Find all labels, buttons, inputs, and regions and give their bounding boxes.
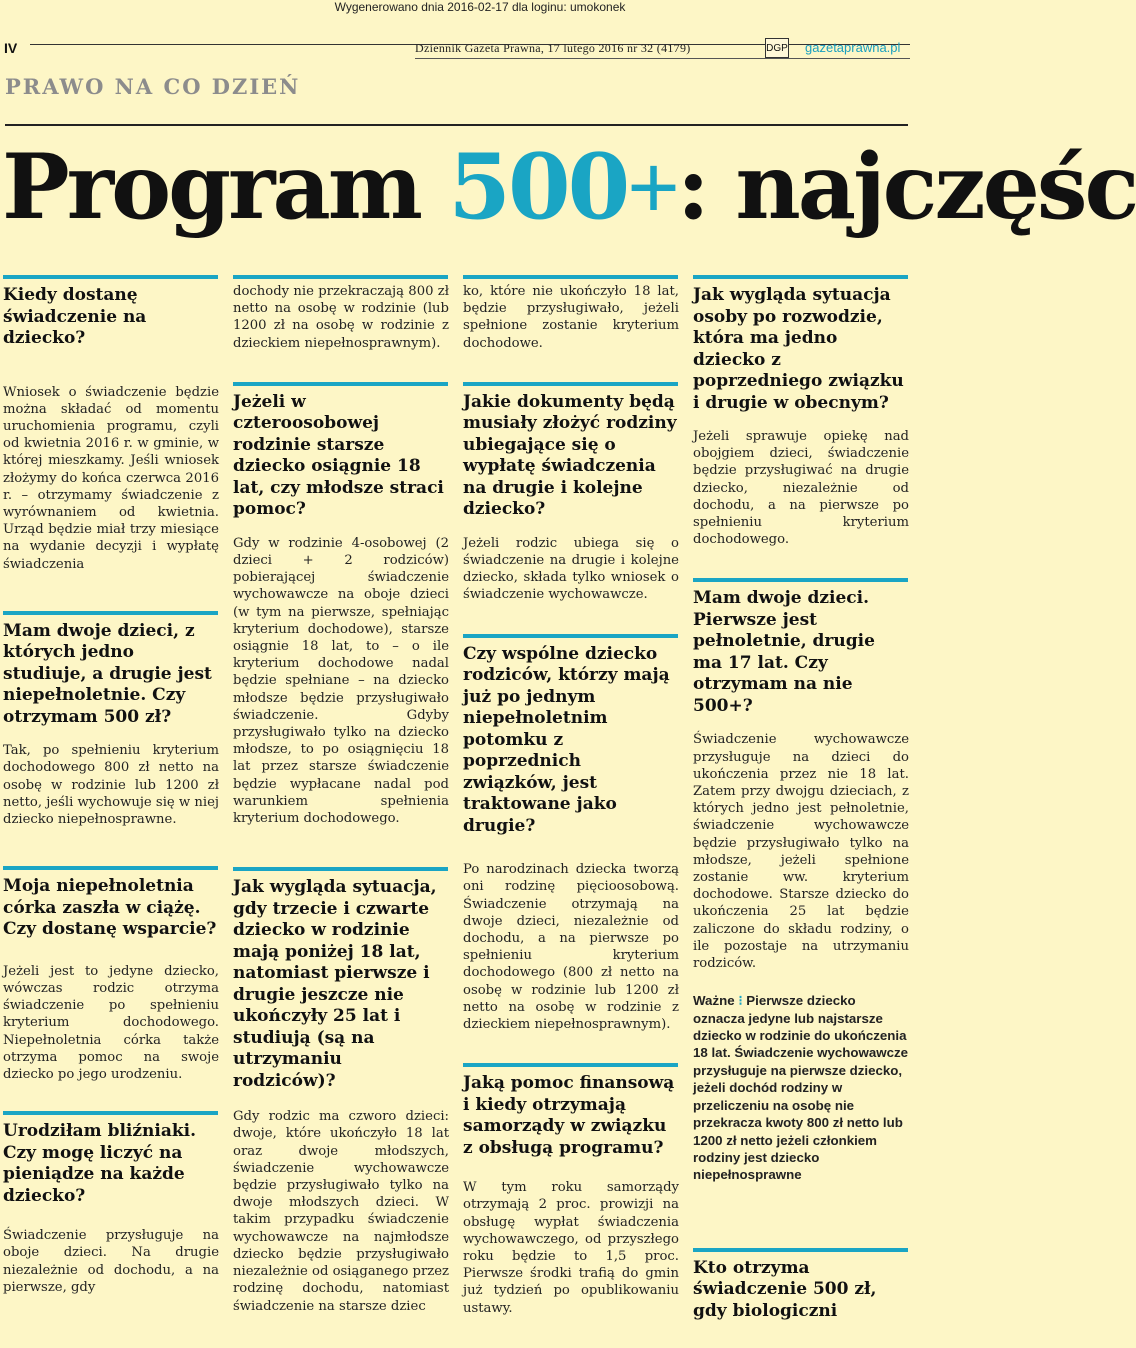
answer-text: Tak, po spełnieniu kryterium dochodowego 800 zł netto na osobę w rodzinie lub 1200 zł netto, jeśli wychowuje się w niej dziecko niepełnosprawne. bbox=[3, 743, 219, 828]
question-rule bbox=[233, 382, 448, 386]
question-rule bbox=[463, 382, 678, 386]
page-headline bbox=[2, 132, 1136, 243]
answer-text: Wniosek o świadczenie będzie można składać od momentu uruchomienia programu, czyli od kwietnia 2016 r. w gminie, w której mieszkamy. Jeśli wniosek złożymy do końca czerwca 2016 r. – otrzymamy świadczenie z wyrównaniem od kwietnia. Urząd będzie miał trzy miesiące na wydanie decyzji i wypłatę świadczenia bbox=[3, 384, 219, 572]
question-rule bbox=[233, 867, 448, 871]
column-4 bbox=[693, 275, 909, 1348]
question-heading: Urodziłam bliźniaki. Czy mogę liczyć na pieniądze na każde dziecko? bbox=[3, 1121, 197, 1206]
section-rule bbox=[5, 124, 908, 126]
answer-text: Jeżeli sprawuje opiekę nad obojgiem dzieci, świadczenie będzie przysługiwać na drugie dziecko, niezależnie od dochodu, a na pierwsze po spełnieniu kryterium dochodowego. bbox=[693, 429, 909, 548]
page-number: IV bbox=[4, 40, 18, 56]
dgp-logo: DGP bbox=[765, 38, 789, 58]
headline-part2: : najczęśc bbox=[676, 134, 1136, 240]
question-heading: Moja niepełnoletnia córka zaszła w ciążę. Czy dostanę wsparcie? bbox=[3, 876, 217, 940]
answer-continuation: dochody nie przekraczają 800 zł netto na osobę w rodzinie (lub 1200 zł na osobę w rodzinie z dzieckiem niepełnosprawnym). bbox=[233, 284, 449, 351]
answer-text: Świadczenie wychowawcze przysługuje na dzieci do ukończenia przez nie 18 lat. Zatem przy dwojgu dzieciach, z których jedno jest pełnoletnie, świadczenie wychowawcze będzie przysługiwało tylko na młodsze, jeżeli spełnione zostanie ww. kryterium dochodowe. Starsze dziecko do ukończenia 25 lat będzie zaliczone do składu rodziny, o ile pozostaje na utrzymaniu rodziców. bbox=[693, 732, 909, 972]
question-rule bbox=[3, 1111, 218, 1115]
question-rule bbox=[693, 275, 908, 279]
question-rule bbox=[693, 1248, 908, 1252]
answer-text: W tym roku samorządy otrzymają 2 proc. prowizji na obsługę wypłat świadczenia wychowawczego, od przyszłego roku będzie to 1,5 proc. Pierwsze środki trafią do gmin już tydzień po opublikowaniu ustawy. bbox=[463, 1180, 679, 1316]
answer-text: Jeżeli rodzic ubiega się o świadczenie na drugie i kolejne dziecko, składa tylko wniosek o świadczenie wychowawcze. bbox=[463, 535, 679, 603]
question-heading: Jaką pomoc finansową i kiedy otrzymają samorządy w związku z obsługą programu? bbox=[463, 1073, 675, 1158]
answer-text: Gdy rodzic ma czworo dzieci: dwoje, które ukończyło 18 lat oraz dwoje młodszych, świadczenie wychowawcze będzie przysługiwało tylko na dwoje młodszych dzieci. W takim przypadku świadczenie wychowawcze na najmłodsze dziecko będzie przysługiwało niezależnie od osiąganego przez rodzinę dochodu, natomiast świadczenie na starsze dziec bbox=[233, 1109, 449, 1314]
question-rule bbox=[463, 275, 678, 279]
column-1 bbox=[3, 275, 219, 1348]
note-text: Pierwsze dziecko oznacza jedyne lub najstarsze dziecko w rodzinie do ukończenia 18 lat. Świadczenie wychowawcze przysługuje na pierwsze dziecko, jeżeli dochód rodziny w przeliczeniu na osobę nie przekracza kwoty 800 zł netto lub 1200 zł netto jeżeli członkiem rodziny jest dziecko niepełnosprawne bbox=[693, 993, 909, 1183]
question-rule bbox=[3, 611, 218, 615]
question-heading: Kto otrzyma świadczenie 500 zł, gdy biologiczni bbox=[693, 1257, 877, 1321]
masthead: Dziennik Gazeta Prawna, 17 lutego 2016 nr 32 (4179) bbox=[415, 41, 691, 55]
answer-text: Gdy w rodzinie 4-osobowej (2 dzieci + 2 rodziców) pobierającej świadczenie wychowawcze na oboje dzieci (w tym na pierwsze, spełniając kryterium dochodowe), starsze osiągnie 18 lat, to – o ile kryterium dochodowe nadal będzie spełniane – na dziecko młodsze będzie przysługiwało świadczenie. Gdyby przysługiwało tylko na dziecko młodsze, to po osiągnięciu 18 lat przez starsze świadczenie będzie wypłacane nadal pod warunkiem spełnienia kryterium dochodowego. bbox=[233, 535, 449, 827]
question-heading: Mam dwoje dzieci, z których jedno studiuje, a drugie jest niepełnoletnie. Czy otrzymam 500 zł? bbox=[3, 620, 212, 727]
headline-accent-number: 500 bbox=[448, 134, 628, 240]
headline-accent-plus: + bbox=[627, 138, 677, 238]
question-rule bbox=[463, 1063, 678, 1067]
question-rule bbox=[463, 634, 678, 638]
note-marker-icon: ⁝ bbox=[738, 993, 743, 1009]
question-heading: Czy wspólne dziecko rodziców, którzy mają już po jednym niepełnoletnim potomku z poprzednich związków, jest traktowane jako drugie? bbox=[463, 643, 670, 836]
question-heading: Jeżeli w czteroosobowej rodzinie starsze dziecko osiągnie 18 lat, czy młodsze straci pomoc? bbox=[233, 391, 444, 520]
question-heading: Jak wygląda sytuacja, gdy trzecie i czwarte dziecko w rodzinie mają poniżej 18 lat, natomiast pierwsze i drugie jeszcze nie ukończyły 25 lat i studiują (są na utrzymaniu rodziców)? bbox=[233, 877, 437, 1091]
column-2 bbox=[233, 275, 449, 1348]
answer-text: Jeżeli jest to jedyne dziecko, wówczas rodzic otrzyma świadczenie po spełnieniu kryterium dochodowego. Niepełnoletnia córka także otrzyma pomoc na swoje dziecko po jego urodzeniu. bbox=[3, 963, 219, 1082]
question-rule bbox=[233, 275, 448, 279]
question-heading: Kiedy dostanę świadczenie na dziecko? bbox=[3, 285, 147, 348]
important-note bbox=[693, 992, 909, 1183]
note-label: Ważne bbox=[693, 993, 735, 1009]
question-rule bbox=[3, 866, 218, 870]
section-title: PRAWO NA CO DZIEŃ bbox=[5, 74, 301, 99]
question-heading: Jakie dokumenty będą musiały złożyć rodziny ubiegające się o wypłatę świadczenia na drugie i kolejne dziecko? bbox=[463, 391, 677, 520]
answer-text: Świadczenie przysługuje na oboje dzieci. Na drugie niezależnie od dochodu, a na pierwsze, gdy bbox=[3, 1228, 219, 1295]
question-heading: Mam dwoje dzieci. Pierwsze jest pełnoletnie, drugie ma 17 lat. Czy otrzymam na nie 500+? bbox=[693, 588, 875, 716]
generated-note: Wygenerowano dnia 2016-02-17 dla loginu: umokonek bbox=[334, 0, 626, 14]
masthead-rule bbox=[415, 58, 910, 59]
question-heading: Jak wygląda sytuacja osoby po rozwodzie, która ma jedno dziecko z poprzedniego związku i drugie w obecnym? bbox=[693, 285, 904, 413]
question-rule bbox=[693, 578, 908, 582]
headline-part1: Program bbox=[2, 134, 449, 240]
site-link[interactable]: gazetaprawna.pl bbox=[805, 40, 901, 55]
column-3 bbox=[463, 275, 679, 1348]
answer-continuation: ko, które nie ukończyło 18 lat, będzie przysługiwało, jeżeli spełnione zostanie kryterium dochodowe. bbox=[463, 284, 679, 351]
question-rule bbox=[3, 275, 218, 279]
answer-text: Po narodzinach dziecka tworzą oni rodzinę pięcioosobową. Świadczenie otrzymają na dwoje dzieci, niezależnie od dochodu, a na pierwsze po spełnieniu kryterium dochodowego (800 zł netto na osobę w rodzinie lub 1200 zł netto na osobę w rodzinie z dzieckiem niepełnosprawnym). bbox=[463, 862, 679, 1032]
